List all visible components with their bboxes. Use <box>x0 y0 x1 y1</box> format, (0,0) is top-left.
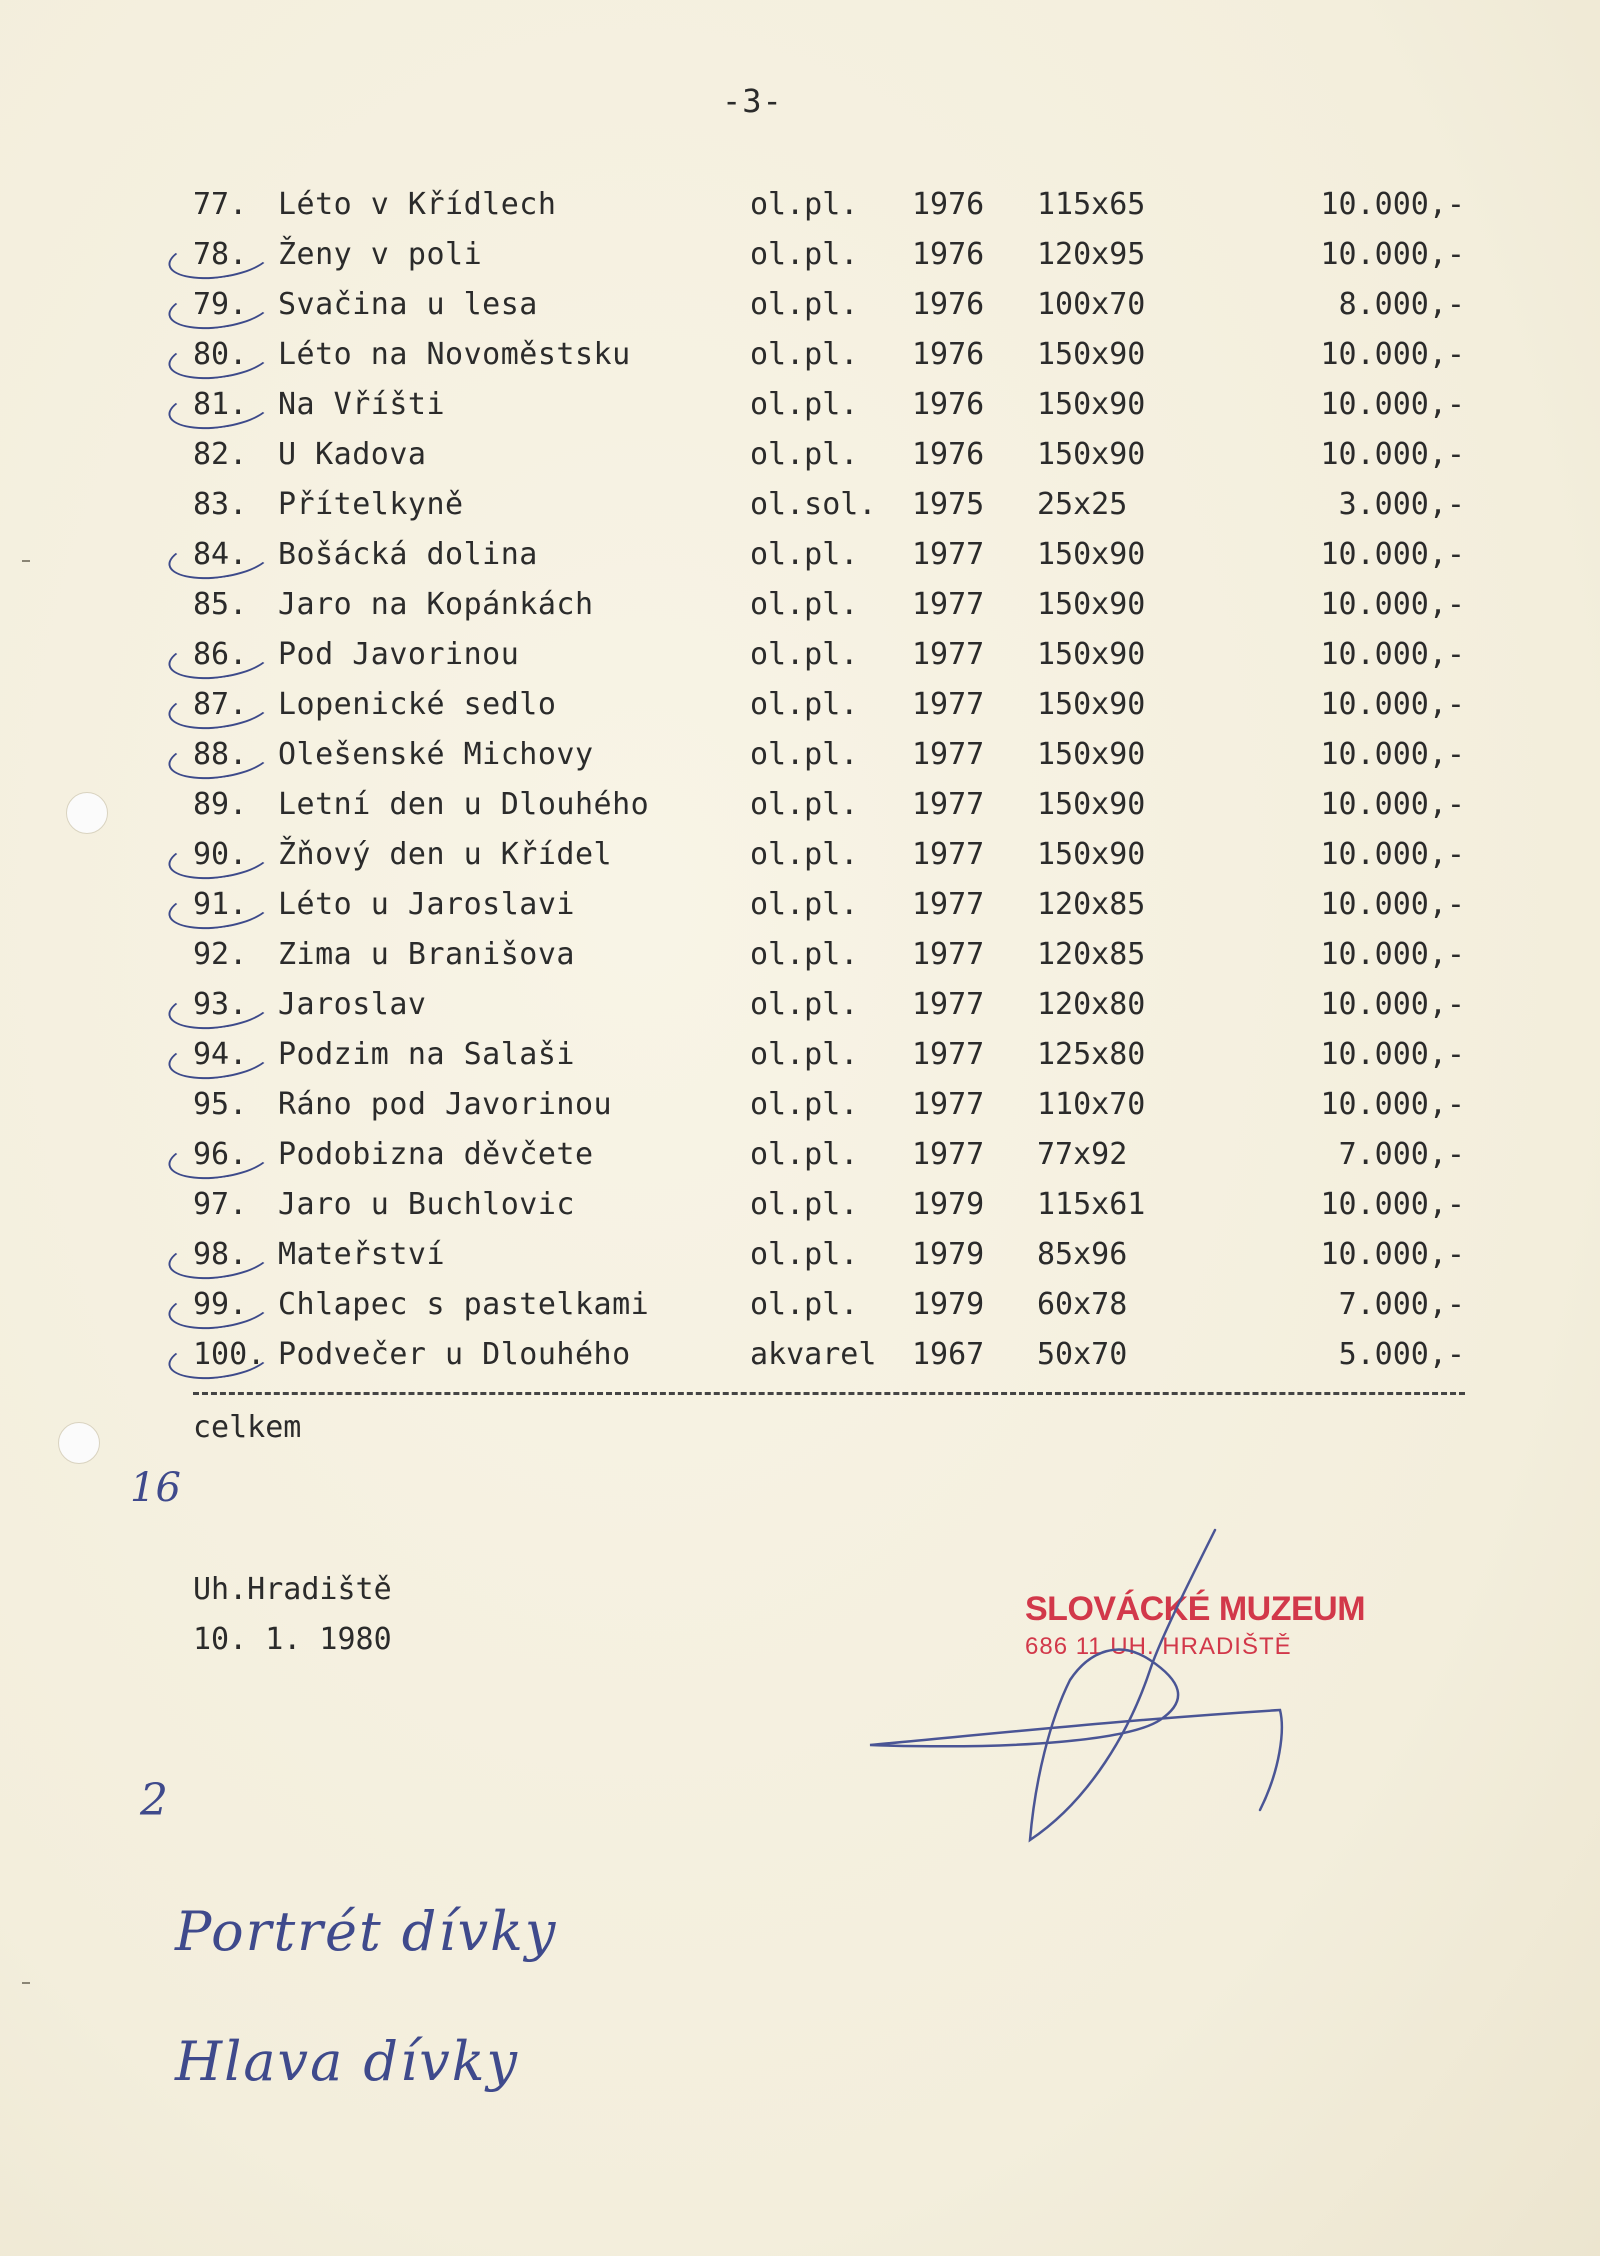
item-number: 98. <box>193 1237 248 1272</box>
table-row <box>0 630 1600 680</box>
handwritten-note: Hlava dívky <box>175 2030 519 2093</box>
year: 1977 <box>912 587 985 622</box>
artwork-title: Podobizna děvčete <box>278 1137 594 1172</box>
price: 10.000,- <box>1320 887 1465 922</box>
technique: ol.pl. <box>750 937 859 972</box>
year: 1977 <box>912 687 985 722</box>
item-number: 83. <box>193 487 248 522</box>
technique: ol.pl. <box>750 1187 859 1222</box>
edge-mark <box>22 1982 30 1984</box>
stamp-name: SLOVÁCKÉ MUZEUM <box>1025 1590 1366 1628</box>
item-number: 96. <box>193 1137 248 1172</box>
pencil-circle-mark <box>166 1231 275 1285</box>
table-row <box>0 980 1600 1030</box>
table-row <box>0 780 1600 830</box>
total-divider <box>193 1392 1465 1395</box>
table-row <box>0 1030 1600 1080</box>
pencil-circle-mark <box>166 1131 275 1185</box>
year: 1977 <box>912 537 985 572</box>
date: 10. 1. 1980 <box>193 1622 392 1657</box>
technique: ol.pl. <box>750 1037 859 1072</box>
dimensions: 150x90 <box>1037 737 1146 772</box>
year: 1975 <box>912 487 985 522</box>
dimensions: 120x80 <box>1037 987 1146 1022</box>
item-number: 88. <box>193 737 248 772</box>
year: 1976 <box>912 187 985 222</box>
punch-hole <box>58 1422 100 1464</box>
year: 1976 <box>912 437 985 472</box>
dimensions: 25x25 <box>1037 487 1128 522</box>
table-row <box>0 1080 1600 1130</box>
total-label: celkem <box>193 1410 302 1445</box>
artwork-title: Zima u Branišova <box>278 937 575 972</box>
dimensions: 125x80 <box>1037 1037 1146 1072</box>
year: 1977 <box>912 1087 985 1122</box>
price: 10.000,- <box>1320 337 1465 372</box>
technique: ol.pl. <box>750 287 859 322</box>
price: 10.000,- <box>1320 187 1465 222</box>
artwork-title: Jaro na Kopánkách <box>278 587 594 622</box>
technique: akvarel <box>750 1337 877 1372</box>
technique: ol.pl. <box>750 337 859 372</box>
pencil-circle-mark <box>166 531 275 585</box>
artwork-title: Svačina u lesa <box>278 287 538 322</box>
dimensions: 150x90 <box>1037 587 1146 622</box>
technique: ol.pl. <box>750 587 859 622</box>
dimensions: 115x65 <box>1037 187 1146 222</box>
table-row <box>0 430 1600 480</box>
price: 10.000,- <box>1320 787 1465 822</box>
artwork-title: Bošácká dolina <box>278 537 538 572</box>
handwritten-two: 2 <box>140 1775 168 1826</box>
item-number: 91. <box>193 887 248 922</box>
dimensions: 50x70 <box>1037 1337 1128 1372</box>
artwork-title: Jaroslav <box>278 987 427 1022</box>
artwork-title: Lopenické sedlo <box>278 687 557 722</box>
item-number: 89. <box>193 787 248 822</box>
table-row <box>0 680 1600 730</box>
dimensions: 120x85 <box>1037 937 1146 972</box>
item-number: 80. <box>193 337 248 372</box>
artwork-title: Olešenské Michovy <box>278 737 594 772</box>
dimensions: 150x90 <box>1037 337 1146 372</box>
item-number: 82. <box>193 437 248 472</box>
item-number: 78. <box>193 237 248 272</box>
artwork-title: Ráno pod Javorinou <box>278 1087 613 1122</box>
year: 1977 <box>912 787 985 822</box>
dimensions: 150x90 <box>1037 637 1146 672</box>
technique: ol.pl. <box>750 987 859 1022</box>
pencil-circle-mark <box>166 681 275 735</box>
price: 10.000,- <box>1320 1187 1465 1222</box>
artwork-title: Chlapec s pastelkami <box>278 1287 650 1322</box>
dimensions: 110x70 <box>1037 1087 1146 1122</box>
artwork-title: Jaro u Buchlovic <box>278 1187 575 1222</box>
item-number: 99. <box>193 1287 248 1322</box>
dimensions: 85x96 <box>1037 1237 1128 1272</box>
item-number: 94. <box>193 1037 248 1072</box>
dimensions: 150x90 <box>1037 537 1146 572</box>
year: 1976 <box>912 287 985 322</box>
technique: ol.pl. <box>750 537 859 572</box>
technique: ol.pl. <box>750 687 859 722</box>
year: 1976 <box>912 237 985 272</box>
price: 10.000,- <box>1320 1087 1465 1122</box>
year: 1977 <box>912 887 985 922</box>
technique: ol.pl. <box>750 887 859 922</box>
artwork-title: Ženy v poli <box>278 237 483 272</box>
year: 1979 <box>912 1237 985 1272</box>
dimensions: 150x90 <box>1037 437 1146 472</box>
year: 1977 <box>912 1037 985 1072</box>
price: 10.000,- <box>1320 1237 1465 1272</box>
pencil-circle-mark <box>166 881 275 935</box>
stamp-address: 686 11 UH. HRADIŠTĚ <box>1025 1633 1292 1660</box>
artwork-title: Léto na Novoměstsku <box>278 337 631 372</box>
price: 10.000,- <box>1320 837 1465 872</box>
pencil-circle-mark <box>166 981 275 1035</box>
price: 10.000,- <box>1320 387 1465 422</box>
artwork-title: Léto v Křídlech <box>278 187 557 222</box>
signature <box>860 1520 1300 1850</box>
item-number: 86. <box>193 637 248 672</box>
year: 1979 <box>912 1287 985 1322</box>
price: 10.000,- <box>1320 737 1465 772</box>
dimensions: 150x90 <box>1037 387 1146 422</box>
dimensions: 100x70 <box>1037 287 1146 322</box>
artwork-title: Podzim na Salaši <box>278 1037 575 1072</box>
item-number: 97. <box>193 1187 248 1222</box>
artwork-title: Pod Javorinou <box>278 637 520 672</box>
table-row <box>0 730 1600 780</box>
year: 1977 <box>912 987 985 1022</box>
year: 1967 <box>912 1337 985 1372</box>
technique: ol.sol. <box>750 487 877 522</box>
artwork-title: Léto u Jaroslavi <box>278 887 575 922</box>
pencil-circle-mark <box>166 631 275 685</box>
artwork-title: Podvečer u Dlouhého <box>278 1337 631 1372</box>
price: 7.000,- <box>1338 1287 1465 1322</box>
price: 10.000,- <box>1320 637 1465 672</box>
artwork-title: Mateřství <box>278 1237 446 1272</box>
artwork-title: Na Vříšti <box>278 387 446 422</box>
year: 1977 <box>912 737 985 772</box>
pencil-circle-mark <box>166 331 275 385</box>
price: 10.000,- <box>1320 937 1465 972</box>
technique: ol.pl. <box>750 237 859 272</box>
item-number: 93. <box>193 987 248 1022</box>
item-number: 77. <box>193 187 248 222</box>
dimensions: 77x92 <box>1037 1137 1128 1172</box>
item-number: 92. <box>193 937 248 972</box>
price: 10.000,- <box>1320 437 1465 472</box>
technique: ol.pl. <box>750 1087 859 1122</box>
price: 5.000,- <box>1338 1337 1465 1372</box>
table-row <box>0 180 1600 230</box>
price: 8.000,- <box>1338 287 1465 322</box>
table-row <box>0 330 1600 380</box>
table-row <box>0 280 1600 330</box>
dimensions: 150x90 <box>1037 687 1146 722</box>
dimensions: 150x90 <box>1037 837 1146 872</box>
dimensions: 60x78 <box>1037 1287 1128 1322</box>
item-number: 85. <box>193 587 248 622</box>
table-row <box>0 830 1600 880</box>
dimensions: 150x90 <box>1037 787 1146 822</box>
table-row <box>0 580 1600 630</box>
item-number: 95. <box>193 1087 248 1122</box>
price: 10.000,- <box>1320 237 1465 272</box>
handwritten-note: Portrét dívky <box>175 1900 558 1963</box>
price: 10.000,- <box>1320 1037 1465 1072</box>
pencil-circle-mark <box>166 1281 275 1335</box>
technique: ol.pl. <box>750 387 859 422</box>
price: 10.000,- <box>1320 537 1465 572</box>
page-number: -3- <box>722 82 783 120</box>
table-row <box>0 1330 1600 1380</box>
item-number: 90. <box>193 837 248 872</box>
technique: ol.pl. <box>750 737 859 772</box>
price: 7.000,- <box>1338 1137 1465 1172</box>
technique: ol.pl. <box>750 637 859 672</box>
price: 10.000,- <box>1320 687 1465 722</box>
item-number: 79. <box>193 287 248 322</box>
table-row <box>0 380 1600 430</box>
dimensions: 120x85 <box>1037 887 1146 922</box>
year: 1977 <box>912 937 985 972</box>
technique: ol.pl. <box>750 1287 859 1322</box>
pencil-circle-mark <box>166 281 275 335</box>
pencil-circle-mark <box>166 831 275 885</box>
item-number: 84. <box>193 537 248 572</box>
price: 3.000,- <box>1338 487 1465 522</box>
price: 10.000,- <box>1320 987 1465 1022</box>
year: 1976 <box>912 387 985 422</box>
handwritten-count: 16 <box>130 1465 181 1511</box>
technique: ol.pl. <box>750 187 859 222</box>
item-number: 81. <box>193 387 248 422</box>
technique: ol.pl. <box>750 837 859 872</box>
table-row <box>0 480 1600 530</box>
dimensions: 120x95 <box>1037 237 1146 272</box>
year: 1977 <box>912 837 985 872</box>
item-number: 87. <box>193 687 248 722</box>
place: Uh.Hradiště <box>193 1572 392 1607</box>
artwork-title: U Kadova <box>278 437 427 472</box>
table-row <box>0 930 1600 980</box>
table-row <box>0 1130 1600 1180</box>
year: 1977 <box>912 1137 985 1172</box>
pencil-circle-mark <box>166 1031 275 1085</box>
dimensions: 115x61 <box>1037 1187 1146 1222</box>
table-row <box>0 1280 1600 1330</box>
technique: ol.pl. <box>750 787 859 822</box>
year: 1979 <box>912 1187 985 1222</box>
artwork-title: Žňový den u Křídel <box>278 837 613 872</box>
table-row <box>0 880 1600 930</box>
artwork-title: Přítelkyně <box>278 487 464 522</box>
item-number: 100. <box>193 1337 266 1372</box>
year: 1977 <box>912 637 985 672</box>
technique: ol.pl. <box>750 1237 859 1272</box>
pencil-circle-mark <box>166 381 275 435</box>
artwork-title: Letní den u Dlouhého <box>278 787 650 822</box>
table-row <box>0 530 1600 580</box>
pencil-circle-mark <box>166 231 275 285</box>
table-row <box>0 1230 1600 1280</box>
table-row <box>0 230 1600 280</box>
technique: ol.pl. <box>750 437 859 472</box>
technique: ol.pl. <box>750 1137 859 1172</box>
price: 10.000,- <box>1320 587 1465 622</box>
pencil-circle-mark <box>166 731 275 785</box>
year: 1976 <box>912 337 985 372</box>
table-row <box>0 1180 1600 1230</box>
